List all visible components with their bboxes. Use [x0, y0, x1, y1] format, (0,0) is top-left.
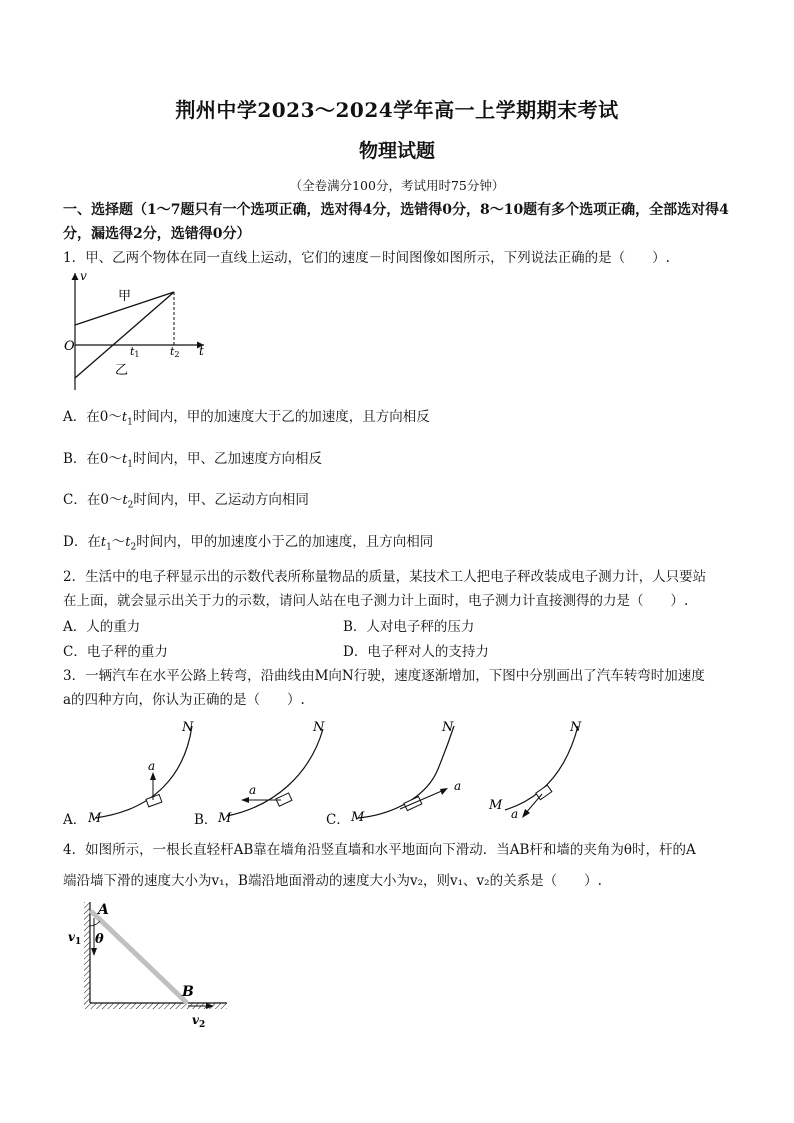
svg-text:v2: $v_2$: [192, 1013, 206, 1030]
question-3-stem-line2: a的四种方向，你认为正确的是（ ）.: [63, 692, 305, 708]
label-origin: O: [64, 339, 75, 354]
svg-text:a: a: [249, 783, 257, 797]
svg-text:M: M: [218, 811, 232, 826]
question-1-stem: 1．甲、乙两个物体在同一直线上运动，它们的速度－时间图像如图所示，下列说法正确的是（ ）.: [63, 250, 670, 266]
q2-option-c[interactable]: C．电子秤的重力: [63, 644, 168, 660]
question-2-stem-line1: 2．生活中的电子秤显示出的示数代表所称量物品的质量，某技术工人把电子秤改装成电子测力计，人只要站: [63, 569, 707, 585]
q1-option-b[interactable]: B．在$0\sim t_1$时间内，甲、乙加速度方向相反: [63, 451, 322, 470]
q1-vt-graph: [62, 268, 212, 394]
svg-text:a: a: [148, 759, 156, 773]
svg-text:A: A: [98, 902, 109, 918]
q2-option-d[interactable]: D．电子秤对人的支持力: [343, 644, 489, 660]
q1-option-a[interactable]: A．在$0\sim t_1$时间内，甲的加速度大于乙的加速度，且方向相反: [63, 409, 430, 428]
svg-text:v1: $v_1$: [68, 930, 82, 947]
question-4-stem-line1: 4．如图所示，一根长直轻杆AB靠在墙角沿竖直墙和水平地面向下滑动．当AB杆和墙的夹角为θ时，杆的A: [63, 842, 696, 858]
q3-option-a-label[interactable]: A．: [63, 812, 87, 828]
q2-option-b[interactable]: B．人对电子秤的压力: [343, 619, 475, 635]
wall-hatch: [84, 902, 90, 1004]
svg-text:M: M: [489, 798, 503, 813]
label-jia: 甲: [118, 289, 132, 304]
q1-option-c[interactable]: C．在$0\sim t_2$时间内，甲、乙运动方向相同: [63, 492, 309, 511]
label-yi: 乙: [115, 363, 129, 378]
svg-text:N: N: [313, 720, 325, 735]
exam-title: 荆州中学2023～2024学年高一上学期期末考试: [175, 98, 619, 122]
q1-option-d[interactable]: D．在$t_1\sim t_2$时间内，甲的加速度小于乙的加速度，且方向相同: [63, 534, 434, 553]
question-4-stem-line2: 端沿墙下滑的速度大小为v₁，B端沿地面滑动的速度大小为v₂，则v₁、v₂的关系是（ ）.: [63, 873, 602, 889]
svg-text:N: N: [570, 720, 582, 735]
q3-figure-b[interactable]: [215, 714, 335, 826]
q3-figure-a[interactable]: [85, 714, 205, 826]
svg-text:N: N: [182, 720, 194, 735]
section-heading: 一、选择题（1～7题只有一个选项正确，选对得4分，选错得0分，8～10题有多个选项正确，全部选对得4分，漏选得2分，选错得0分）: [63, 202, 729, 242]
exam-subject: 物理试题: [358, 140, 435, 162]
q3-figure-d[interactable]: [485, 714, 595, 826]
exam-note: （全卷满分100分，考试用时75分钟）: [289, 178, 505, 193]
svg-text:a: a: [454, 779, 462, 793]
tick-t1: t1: [130, 345, 140, 359]
q3-figure-c[interactable]: [348, 714, 478, 826]
tick-t2: t2: [170, 345, 180, 359]
svg-text:a: a: [511, 807, 519, 821]
q4-ladder-figure: [62, 896, 237, 1032]
svg-text:M: M: [351, 810, 365, 825]
svg-text:B: B: [182, 984, 194, 1000]
q3-option-b-label[interactable]: B．: [194, 812, 218, 828]
question-2-stem-line2: 在上面，就会显示出关于力的示数，请问人站在电子测力计上面时，电子测力计直接测得的力是（ ）.: [63, 593, 689, 609]
label-v: v: [80, 269, 87, 283]
svg-text:θ: θ: [95, 932, 104, 947]
q3-option-c-label[interactable]: C．: [326, 812, 350, 828]
svg-text:M: M: [88, 811, 102, 826]
svg-text:N: N: [442, 720, 454, 735]
question-3-stem-line1: 3．一辆汽车在水平公路上转弯，沿曲线由M向N行驶，速度逐渐增加，下图中分别画出了汽车转弯时加速度: [63, 668, 705, 684]
q2-option-a[interactable]: A．人的重力: [63, 619, 141, 635]
label-t: t: [199, 344, 204, 358]
rod-ab: [92, 912, 186, 1002]
